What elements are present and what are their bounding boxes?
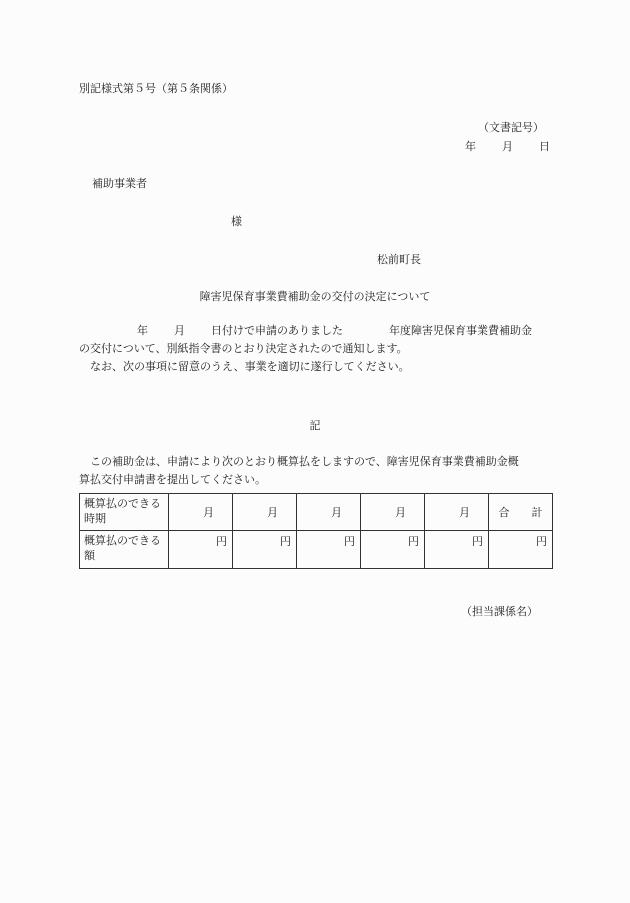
contact-department: （担当課係名） — [461, 605, 538, 618]
note-line-2: 算払交付申請書を提出してください。 — [79, 473, 266, 486]
month-cell: 月 — [297, 494, 361, 531]
amount-cell: 円 — [297, 531, 361, 569]
amount-cell: 円 — [169, 531, 233, 569]
amount-cell: 円 — [425, 531, 489, 569]
issue-date — [465, 138, 550, 154]
body-line-1: 年 月 日付けで申請のありました 年度障害児保育事業費補助金 — [137, 324, 532, 337]
month-cell: 月 — [233, 494, 297, 531]
document-reference-number: （文書記号） — [478, 121, 544, 134]
table-row — [80, 494, 553, 531]
month-cell: 月 — [169, 494, 233, 531]
schedule-amount-header: 概算払のできる額 — [80, 531, 169, 569]
schedule-period-header: 概算払のできる時期 — [80, 494, 169, 531]
document-title: 障害児保育事業費補助金の交付の決定について — [199, 290, 431, 303]
total-amount-cell: 円 — [489, 531, 553, 569]
table-row — [80, 531, 553, 569]
amount-cell: 円 — [361, 531, 425, 569]
sender-name: 松前町長 — [377, 253, 421, 266]
total-header: 合 計 — [489, 494, 553, 531]
body-line-3: なお、次の事項に留意のうえ、事業を適切に遂行してください。 — [90, 360, 410, 373]
amount-cell: 円 — [233, 531, 297, 569]
note-text — [79, 453, 555, 489]
month-cell: 月 — [361, 494, 425, 531]
body-line-2: の交付について、別紙指令書のとおり決定されたので通知します。 — [79, 342, 408, 355]
date-month: 月 — [502, 140, 513, 153]
addressee-honorific: 様 — [231, 215, 242, 228]
ki-heading: 記 — [309, 419, 321, 432]
form-id: 別記様式第５号（第５条関係） — [79, 82, 233, 95]
body-text — [79, 322, 555, 376]
month-cell: 月 — [425, 494, 489, 531]
note-line-1: この補助金は、申請により次のとおり概算払をしますので、障害児保育事業費補助金概 — [90, 455, 519, 468]
addressee-title: 補助事業者 — [92, 177, 147, 190]
date-year: 年 — [465, 140, 476, 153]
date-day: 日 — [539, 140, 550, 153]
payment-schedule-table — [79, 493, 553, 569]
